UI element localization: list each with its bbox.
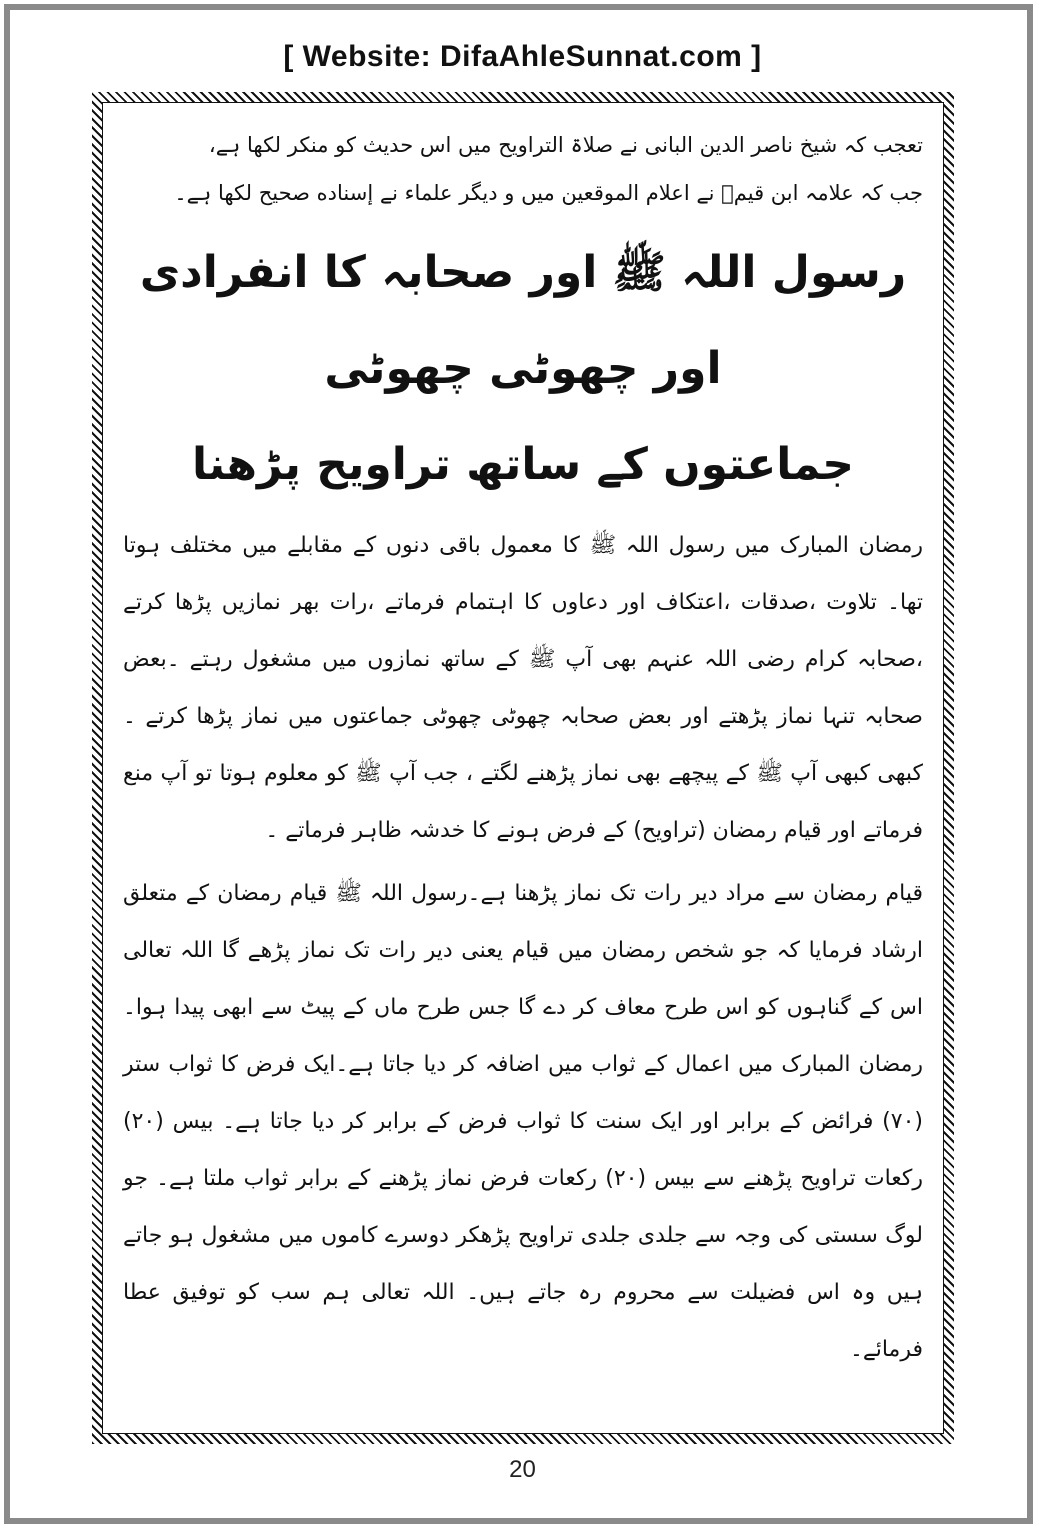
section-heading-line-2: جماعتوں کے ساتھ تراویح پڑھنا [192, 439, 854, 490]
paragraph-2: قیام رمضان سے مراد دیر رات تک نماز پڑھنا ہے۔رسول اللہ ﷺ قیام رمضان کے متعلق ارشاد فرمایا کہ جو شخص رمضان میں قیام یعنی دیر رات تک نماز پڑھے گا اللہ تعالی اس کے گناہوں کو اس طرح معاف کر دے گا جس طرح ماں کے پیٹ سے ابھی پیدا ہوا۔ رمضان المبارک میں اعمال کے ثواب میں اضافہ کر دیا جاتا ہے۔ایک فرض کا ثواب ستر (۷۰) فرائض کے برابر اور ایک سنت کا ثواب فرض کے برابر کر دیا جاتا ہے۔ بیس (۲۰) رکعات تراویح پڑھنے سے بیس (۲۰) رکعات فرض نماز پڑھنے کے برابر ثواب ملتا ہے۔ جو لوگ سستی کی وجہ سے جلدی جلدی تراویح پڑھکر دوسرے کاموں میں مشغول ہو جاتے ہیں وہ اس فضیلت سے محروم رہ جاتے ہیں۔ اللہ تعالی ہم سب کو توفیق عطا فرمائے۔ [123, 881, 923, 1362]
intro-line-1: تعجب کہ شیخ ناصر الدین البانی نے صلاۃ التراویح میں اس حدیث کو منکر لکھا ہے، [208, 133, 923, 157]
body-text [123, 517, 923, 1378]
website-header: [ Website: DifaAhleSunnat.com ] [283, 40, 762, 73]
intro-line-2: جب کہ علامہ ابن قیمؒ نے اعلام الموقعین میں و دیگر علماء نے إسناده صحیح لکھا ہے۔ [174, 181, 923, 205]
section-heading-line-1: رسول اللہ ﷺ اور صحابہ کا انفرادی اور چھوٹی چھوٹی [139, 247, 907, 394]
content-area [102, 102, 944, 1434]
section-heading [123, 225, 923, 513]
page-number: 20 [509, 1456, 536, 1483]
intro-block [123, 121, 923, 217]
content-decorative-border [92, 92, 954, 1444]
paragraph-1: رمضان المبارک میں رسول اللہ ﷺ کا معمول باقی دنوں کے مقابلے میں مختلف ہوتا تھا۔ تلاوت ،صدقات ،اعتکاف اور دعاوں کا اہتمام فرماتے ،رات بھر نمازیں پڑھا کرتے ،صحابہ کرام رضی اللہ عنہم بھی آپ ﷺ کے ساتھ نمازوں میں مشغول رہتے ۔بعض صحابہ تنہا نماز پڑھتے اور بعض صحابہ چھوٹی چھوٹی جماعتوں میں نماز پڑھا کرتے ۔کبھی کبھی آپ ﷺ کے پیچھے بھی نماز پڑھنے لگتے ، جب آپ ﷺ کو معلوم ہوتا تو آپ منع فرماتے اور قیام رمضان (تراویح) کے فرض ہونے کا خدشہ ظاہر فرماتے ۔ [123, 533, 923, 843]
